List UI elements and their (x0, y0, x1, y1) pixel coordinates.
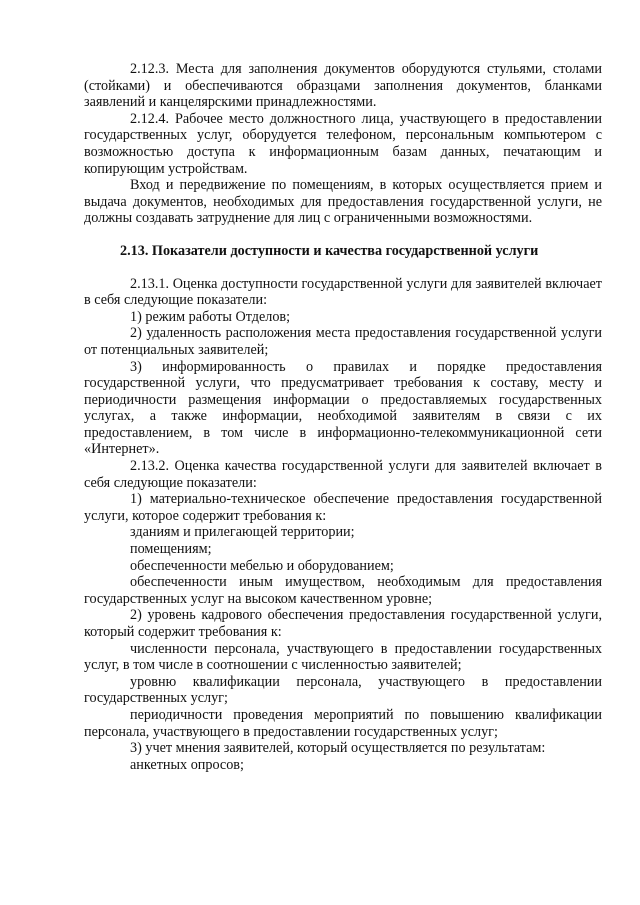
list-item: численности персонала, участвующего в предоставлении государственных услуг, в том числе в соотношении с численностью заявителей; (84, 640, 602, 674)
list-item: 2) уровень кадрового обеспечения предоставления государственной услуги, который содержит требования к: (84, 607, 602, 640)
paragraph-2-12-4: 2.12.4. Рабочее место должностного лица, участвующего в предоставлении государственных услуг, оборудуется телефоном, персональным компьютером с возможностью доступа к информационным базам данных, печатающим и копирующим устройствам. (84, 110, 602, 177)
paragraph-2-13-2: 2.13.2. Оценка качества государственной услуги для заявителей включает в себя следующие показатели: (84, 458, 602, 491)
list-item: обеспеченности мебелью и оборудованием; (130, 557, 394, 574)
section-heading-2-13: 2.13. Показатели доступности и качества государственной услуги (120, 242, 539, 259)
list-item: анкетных опросов; (130, 756, 244, 773)
paragraph-2-13-1: 2.13.1. Оценка доступности государственной услуги для заявителей включает в себя следующие показатели: (84, 275, 602, 309)
list-item: зданиям и прилегающей территории; (130, 524, 355, 541)
list-item: 3) учет мнения заявителей, который осуществляется по результатам: (130, 740, 546, 757)
list-item: 2) удаленность расположения места предоставления государственной услуги от потенциальных заявителей; (84, 325, 602, 358)
list-item: периодичности проведения мероприятий по повышению квалификации персонала, участвующего в предоставлении государственных услуг; (84, 706, 602, 740)
paragraph-2-12-3: 2.12.3. Места для заполнения документов оборудуются стульями, столами (стойками) и обеспечиваются образцами заполнения документов, бланками заявлений и канцелярскими принадлежностями. (84, 61, 602, 111)
list-item: помещениям; (130, 541, 212, 558)
list-item: 1) материально-техническое обеспечение предоставления государственной услуги, которое содержит требования к: (84, 491, 602, 524)
list-item: 3) информированность о правилах и порядке предоставления государственной услуги, что предусматривает требования к составу, месту и периодичности размещения информации о предоставляемых государственных услугах, а также информации, необходимой заявителям в связи с их предоставлением, в том числе в информационно-телекоммуникационной сети «Интернет». (84, 358, 602, 458)
paragraph-access: Вход и передвижение по помещениям, в которых осуществляется прием и выдача документов, необходимых для предоставления государственной услуги, не должны создавать затруднение для лиц с ограниченными возможностями. (84, 177, 602, 227)
list-item: 1) режим работы Отделов; (130, 308, 291, 325)
list-item: уровню квалификации персонала, участвующего в предоставлении государственных услуг; (84, 673, 602, 707)
list-item: обеспеченности иным имуществом, необходимым для предоставления государственных услуг на высоком качественном уровне; (84, 574, 602, 607)
